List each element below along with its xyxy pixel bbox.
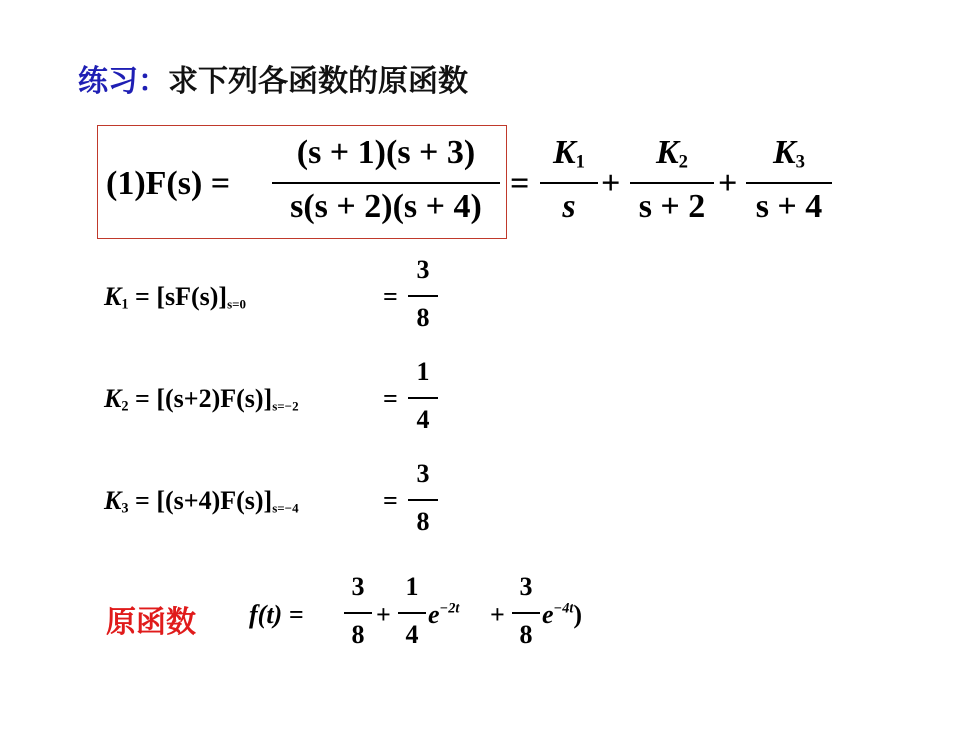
k1-equals: =: [383, 282, 398, 311]
result-lhs: f(t) =: [249, 600, 304, 629]
result-label: 原函数: [106, 605, 196, 640]
exercise-label: 练习：: [78, 64, 168, 99]
result-frac-2: 1 4: [398, 572, 426, 658]
term3-sub: 3: [795, 151, 806, 173]
term1-sub: 1: [575, 151, 586, 173]
term1-fraction: [540, 134, 598, 232]
term1-bar: [540, 182, 598, 184]
k2-equals: =: [383, 384, 398, 413]
term1-K: K: [552, 134, 576, 171]
term2-sub: 2: [678, 151, 689, 173]
page-title: [78, 56, 468, 100]
plus-2: +: [718, 165, 738, 202]
k1-value: [408, 255, 438, 341]
k3-expression: $K_3 = [(s+4)F(s)]_{s=-4}$: [104, 486, 299, 517]
term3-fraction: [746, 134, 832, 232]
k2-num: 1: [416, 357, 430, 386]
plus-1: +: [601, 165, 621, 202]
term2-K: K: [655, 134, 679, 171]
k3-equals: =: [383, 486, 398, 515]
term2-den: s + 2: [638, 188, 706, 225]
term1-den: s: [562, 188, 576, 225]
result-exp-2: $e^{-4t}$): [542, 600, 583, 629]
result-frac-1: 3 8: [344, 572, 372, 658]
title-text: 求下列各函数的原函数: [168, 64, 468, 99]
eq1-numerator: (s + 1)(s + 3): [296, 134, 476, 171]
k1-num: 3: [416, 255, 430, 284]
term3-den: s + 4: [755, 188, 823, 225]
eq1-denominator: s(s + 2)(s + 4): [290, 188, 482, 225]
result-plus-2: +: [490, 600, 505, 629]
k2-den: 4: [416, 405, 430, 434]
k1-den: 8: [416, 303, 430, 332]
eq1-fraction-bar: [272, 182, 500, 184]
term2-fraction: [630, 134, 714, 232]
k3-den: 8: [416, 507, 430, 536]
k1-expression: $K_1 = [sF(s)]_{s=0}$: [104, 282, 247, 313]
result-frac-3: 3 8: [512, 572, 540, 658]
k2-value: [408, 357, 438, 443]
k3-value: [408, 459, 438, 545]
term3-bar: [746, 182, 832, 184]
eq1-main-fraction: [272, 134, 500, 232]
result-plus-1: +: [376, 600, 391, 629]
term2-bar: [630, 182, 714, 184]
k3-num: 3: [416, 459, 430, 488]
eq1-equals: =: [510, 165, 530, 202]
result-exp-1: $e^{-2t}$: [428, 600, 460, 629]
k2-expression: $K_2 = [(s+2)F(s)]_{s=-2}$: [104, 384, 299, 415]
eq1-lhs: (1)F(s) =: [106, 165, 231, 202]
term3-K: K: [772, 134, 796, 171]
